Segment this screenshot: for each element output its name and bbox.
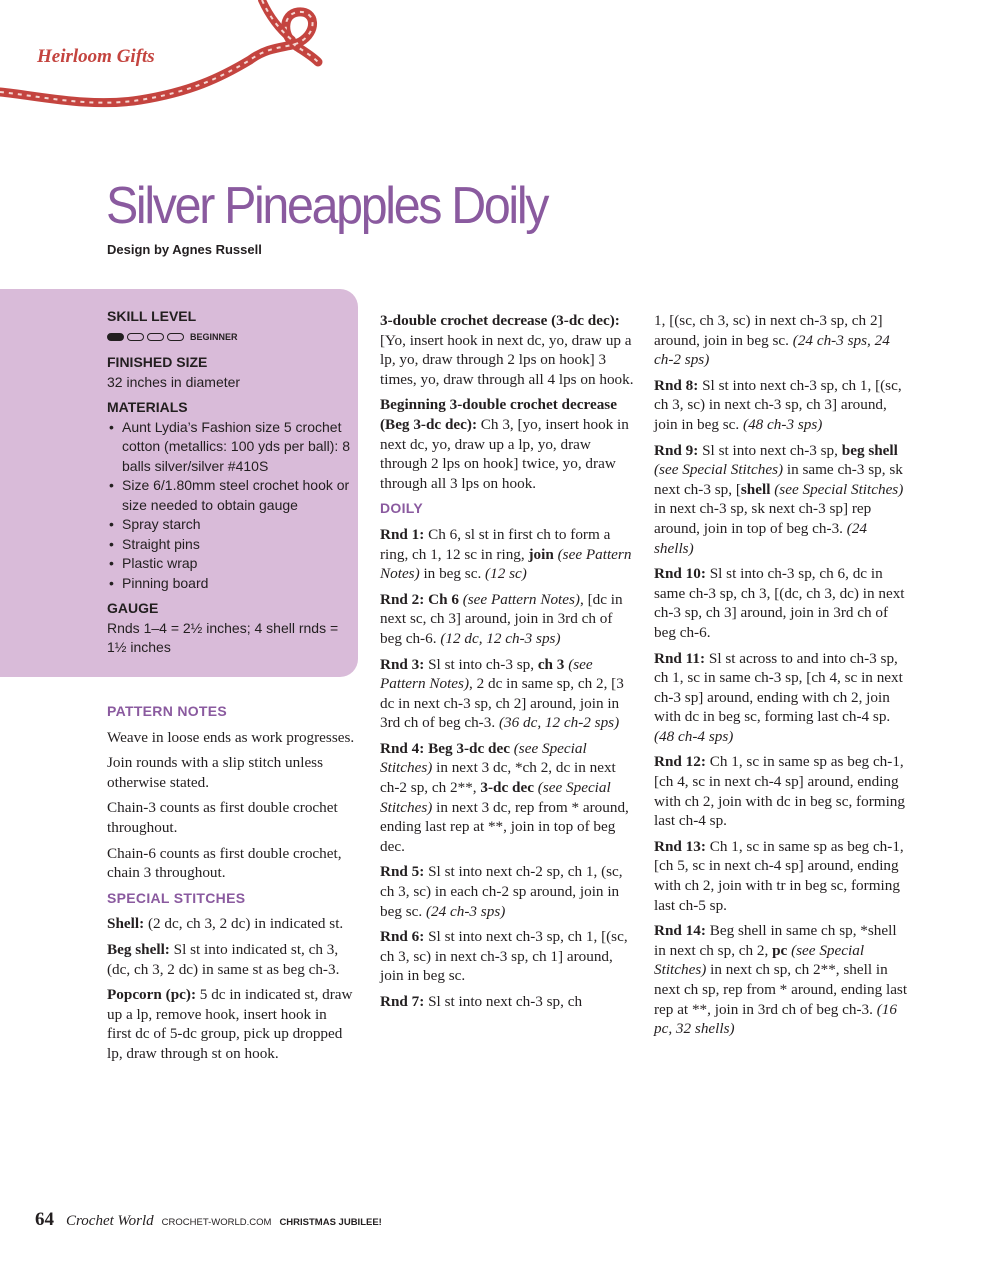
instruction-paragraph	[380, 739, 635, 857]
instruction-paragraph	[380, 992, 635, 1012]
italic-note: (24 shells)	[654, 519, 868, 557]
italic-note: (12 sc)	[485, 565, 527, 583]
materials-heading: MATERIALS	[107, 399, 188, 415]
bold-text: 3-dc dec	[480, 779, 534, 797]
bold-text: Rnd 12:	[654, 753, 706, 771]
text-run: Weave in loose ends as work progresses.	[107, 728, 355, 746]
text-run: Join rounds with a slip stitch unless otherwise stated.	[107, 754, 323, 791]
italic-note: (see Pattern Notes)	[380, 545, 632, 583]
italic-note: (12 dc, 12 ch-3 sps)	[440, 629, 561, 647]
bold-text: Rnd 11:	[654, 649, 706, 667]
text-run: Sl st across to and into ch-3 sp, ch 1, sc in same ch-3 sp, [ch 4, sc in next ch-3 sp] around, ending with ch 2, join with dc in beg sc, forming last ch-4 sp.	[654, 649, 903, 726]
instruction-paragraph	[107, 914, 355, 934]
bold-text: Shell:	[107, 915, 145, 933]
bold-text: Rnd 1:	[380, 525, 425, 543]
finished-size-heading: FINISHED SIZE	[107, 354, 208, 370]
bold-text: Beginning 3-double crochet decrease (Beg 3-dc dec):	[380, 396, 617, 433]
italic-note: (24 ch-3 sps, 24 ch-2 sps)	[654, 331, 890, 369]
materials-item: • Size 6/1.80mm steel crochet hook or size needed to obtain gauge	[107, 476, 352, 515]
instruction-paragraph	[654, 441, 909, 559]
text-run: Sl st into next ch-3 sp,	[698, 441, 842, 459]
instruction-paragraph	[654, 649, 909, 747]
bold-text: Rnd 7:	[380, 993, 425, 1010]
website: CROCHET-WORLD.COM	[161, 1217, 272, 1228]
magazine-name: Crochet World	[66, 1213, 154, 1229]
text-run: in next 3 dc, rep from * around, ending last rep at **, join in top of beg dec.	[380, 798, 629, 855]
section-heading: SPECIAL STITCHES	[107, 889, 246, 906]
instruction-paragraph	[380, 395, 635, 493]
italic-note: (see Special Stitches)	[654, 461, 784, 479]
text-run: (2 dc, ch 3, 2 dc) in indicated st.	[144, 915, 344, 933]
text-run: [Yo, insert hook in next dc, yo, draw up a lp, yo, draw through 2 lps on hook] 3 times, yo, draw through all 4 lps on hook.	[380, 331, 634, 388]
bold-text: Rnd 8:	[654, 376, 699, 394]
skill-level-heading: SKILL LEVEL	[107, 308, 197, 324]
finished-size-text: 32 inches in diameter	[107, 373, 241, 390]
instruction-paragraph	[654, 564, 909, 642]
text-run: , [dc in next sc, ch 3] around, join in 3rd ch of beg ch-6.	[380, 590, 623, 647]
instruction-paragraph	[380, 927, 635, 986]
text-run: Sl st into next ch-2 sp, ch 1, (sc, ch 3, sc) in each ch-2 sp around, join in beg sc.	[380, 863, 623, 920]
text-run: , 2 dc in same sp, ch 2, [3 dc in next ch-3 sp, ch 2] around, join in 3rd ch of beg ch-3.	[380, 675, 624, 732]
bold-text: 3-double crochet decrease (3-dc dec):	[380, 312, 620, 329]
instruction-paragraph	[380, 590, 635, 649]
section-heading: DOILY	[380, 500, 423, 517]
italic-note: (see Special Stitches)	[380, 739, 587, 777]
bold-text: Rnd 4: Beg 3-dc dec	[380, 739, 510, 757]
instruction-paragraph	[107, 798, 355, 837]
text-run: Sl st into next ch-3 sp, ch	[424, 993, 583, 1010]
text-run: Beg shell in same ch sp, *shell in next ch sp, ch 2,	[654, 922, 897, 959]
section-tag: Heirloom Gifts	[37, 46, 155, 67]
bold-text: Beg shell:	[107, 940, 170, 958]
materials-list	[107, 418, 352, 594]
text-run: Sl st into indicated st, ch 3, (dc, ch 3, 2 dc) in same st as beg ch-3.	[107, 940, 340, 978]
bold-text: ch 3	[537, 655, 565, 673]
text-run: Chain-3 counts as first double crochet throughout.	[107, 799, 338, 836]
page-title: Silver Pineapples Doily	[106, 177, 548, 235]
instruction-paragraph	[654, 752, 909, 830]
italic-note: (see Special Stitches)	[770, 480, 904, 498]
instruction-paragraph	[654, 311, 909, 370]
text-column-3	[654, 311, 909, 1045]
instruction-paragraph	[654, 376, 909, 435]
materials-item: • Plastic wrap	[107, 554, 352, 574]
italic-note: (see Special Stitches)	[380, 779, 611, 816]
text-run: Ch 1, sc in same sp as beg ch-1, [ch 4, sc in next ch-4 sp] around, ending with ch 2, join with dc in beg sc, forming last ch-4 sp.	[654, 753, 905, 830]
instruction-paragraph	[107, 985, 355, 1063]
text-run: Ch 1, sc in same sp as beg ch-1, [ch 5, sc in next ch-4 sp] around, ending with ch 2, join with tr in beg sc, forming last ch-5 sp.	[654, 837, 904, 914]
text-run: Ch 6, sl st in first ch to form a ring, ch 1, 12 sc in ring,	[380, 525, 611, 563]
skill-meter-segment	[107, 333, 124, 341]
text-run: in beg sc.	[419, 565, 486, 583]
page-footer	[35, 1209, 382, 1231]
italic-note: (see Pattern Notes)	[380, 655, 593, 693]
page-number: 64	[35, 1209, 54, 1230]
materials-item: • Spray starch	[107, 515, 352, 535]
bold-text: shell	[740, 480, 771, 498]
instruction-paragraph	[654, 837, 909, 915]
text-run: in next 3 dc, *ch 2, dc in next ch-2 sp, ch 2**,	[380, 759, 616, 797]
gauge-text: Rnds 1–4 = 2½ inches; 4 shell rnds = 1½ inches	[107, 619, 339, 655]
italic-note: (see Special Stitches)	[654, 941, 865, 979]
bold-text: Rnd 3:	[380, 655, 425, 673]
skill-meter-segment	[147, 333, 164, 341]
bold-text: Rnd 14:	[654, 922, 706, 940]
instruction-paragraph	[380, 525, 635, 584]
instruction-paragraph	[107, 940, 355, 979]
text-column-1	[107, 702, 355, 1070]
italic-note: (16 pc, 32 shells)	[654, 1000, 897, 1038]
bold-text: Rnd 2: Ch 6	[380, 590, 459, 608]
bold-text: Rnd 9:	[654, 441, 699, 459]
text-run: Sl st into next ch-3 sp, ch 1, [(sc, ch 3, sc) in next ch-3 sp, ch 3] around, join in beg sc.	[654, 376, 902, 433]
bold-text: Popcorn (pc):	[107, 986, 196, 1004]
text-run: Ch 3, [yo, insert hook in next dc, yo, draw up a lp, yo, draw through 2 lps on hook] twice, yo, draw through all 3 lps on hook.	[380, 415, 629, 492]
skill-meter-segment	[167, 333, 184, 341]
text-run: 1, [(sc, ch 3, sc) in next ch-3 sp, ch 2] around, join in beg sc.	[654, 312, 883, 349]
text-run: in same ch-3 sp, sk next ch-3 sp, [	[654, 461, 903, 498]
skill-meter-segment	[127, 333, 144, 341]
issue-name: CHRISTMAS JUBILEE!	[279, 1217, 382, 1228]
materials-item: • Straight pins	[107, 535, 352, 555]
instruction-paragraph	[380, 862, 635, 921]
section-heading: PATTERN NOTES	[107, 703, 228, 719]
instruction-paragraph	[107, 844, 355, 883]
text-run: in next ch-3 sp, sk next ch-3 sp] rep around, join in top of beg ch-3.	[654, 500, 872, 537]
bold-text: Rnd 10:	[654, 565, 706, 583]
instruction-paragraph	[107, 753, 355, 792]
bold-text: beg shell	[841, 441, 898, 459]
skill-level-label: BEGINNER	[190, 331, 238, 342]
info-box-content	[107, 307, 352, 664]
italic-note: (48 ch-4 sps)	[654, 727, 734, 745]
bold-text: Rnd 5:	[380, 863, 425, 881]
italic-note: (36 dc, 12 ch-2 sps)	[498, 714, 620, 732]
instruction-paragraph	[380, 311, 635, 389]
bold-text: Rnd 6:	[380, 928, 425, 946]
text-run: Sl st into ch-3 sp,	[424, 655, 538, 673]
text-run: Chain-6 counts as first double crochet, chain 3 throughout.	[107, 844, 342, 882]
skill-level-meter-icon	[107, 328, 352, 348]
bold-text: Rnd 13:	[654, 837, 706, 855]
text-run: 5 dc in indicated st, draw up a lp, remove hook, insert hook in first dc of 5-dc group, pick up dropped lp, draw through st on hook.	[107, 986, 353, 1062]
instruction-paragraph	[654, 921, 909, 1039]
materials-item: • Pinning board	[107, 574, 352, 594]
text-run: Sl st into next ch-3 sp, ch 1, [(sc, ch 3, sc) in next ch-3 sp, ch 1] around, join in beg sc.	[380, 928, 628, 985]
text-run: in next ch sp, ch 2**, shell in next ch sp, rep from * around, ending last rep at **, join in 3rd ch of beg ch-3.	[654, 961, 908, 1018]
italic-note: (see Pattern Notes)	[458, 590, 580, 608]
bold-text: join	[528, 545, 554, 563]
gauge-heading: GAUGE	[107, 600, 159, 616]
instruction-paragraph	[107, 728, 355, 748]
byline: Design by Agnes Russell	[107, 242, 262, 257]
text-run: Sl st into ch-3 sp, ch 6, dc in same ch-3 sp, ch 3, [(dc, ch 3, dc) in next ch-3 sp, ch 3] around, join in 3rd ch of beg ch-6.	[654, 565, 905, 641]
text-column-2	[380, 311, 635, 1018]
instruction-paragraph	[380, 655, 635, 733]
materials-item: • Aunt Lydia’s Fashion size 5 crochet cotton (metallics: 100 yds per ball): 8 balls silver/silver #410S	[107, 418, 352, 477]
italic-note: (24 ch-3 sps)	[425, 902, 506, 920]
bold-text: pc	[772, 941, 788, 959]
italic-note: (48 ch-3 sps)	[743, 415, 823, 433]
